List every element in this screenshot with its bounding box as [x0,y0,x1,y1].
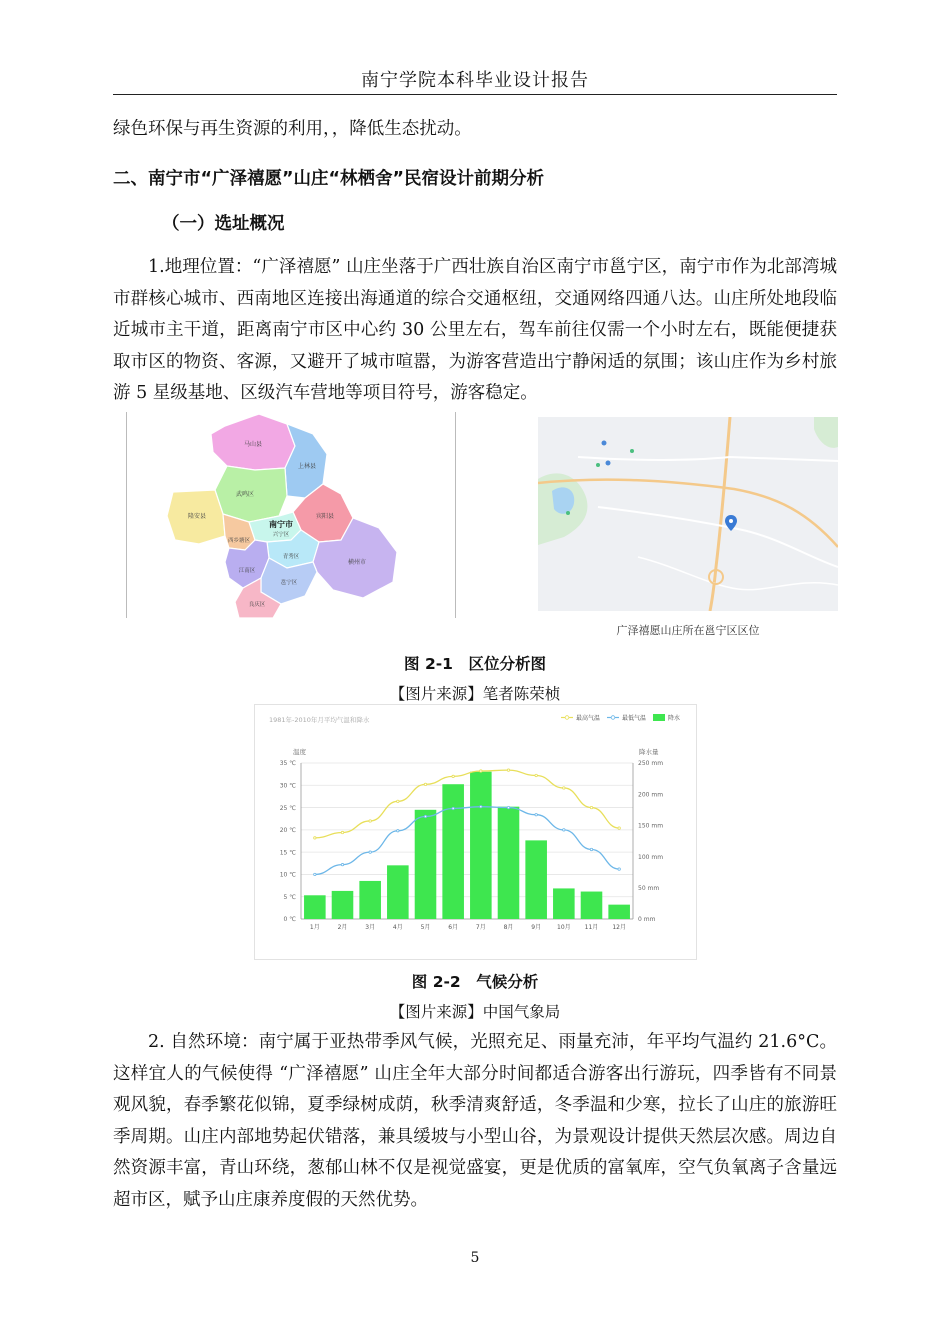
map-poi-4 [630,449,634,453]
intro-line: 绿色环保与再生资源的利用，，降低生态扰动。 [113,119,472,139]
climate-chart [254,704,697,960]
chart-point [480,805,482,807]
chart-bar-precipitation [608,905,630,919]
chart-point [507,769,509,771]
map-label-liangqing: 良庆区 [248,602,266,608]
map-label-hengzhou: 横州市 [347,559,367,566]
chart-bar-precipitation [304,895,326,919]
map-lake [552,487,574,513]
chart-point [341,831,343,833]
page-header-title: 南宁学院本科毕业设计报告 [361,70,589,91]
chart-bar-precipitation [553,888,575,919]
chart-point [563,787,565,789]
chart-point [618,868,620,870]
map-label-wuming: 武鸣区 [235,491,255,498]
chart-xtick: 12月 [612,924,626,931]
map-poi-1 [602,441,607,446]
chart-xtick: 7月 [475,924,486,931]
chart-xtick: 2月 [337,924,348,931]
legend-label: 最高气温 [576,715,601,722]
chart-point [452,807,454,809]
map-label-yongning: 邕宁区 [280,580,298,586]
chart-point [424,783,426,785]
chart-ytick-right: 0 mm [638,916,656,924]
climate-chart-svg [255,705,696,959]
chart-point [480,770,482,772]
chart-point [618,827,620,829]
page-number: 5 [470,1250,480,1266]
chart-xtick: 8月 [503,924,514,931]
section-heading: 二、南宁市“广泽禧愿”山庄“林栖舍”民宿设计前期分析 [113,169,545,189]
map-label-jiangnan: 江南区 [238,568,256,574]
street-map-caption: 广泽禧愿山庄所在邕宁区区位 [616,624,760,637]
chart-ylabel-right: 降水量 [639,748,659,756]
chart-point [369,820,371,822]
chart-xtick: 4月 [392,924,403,931]
chart-point [452,775,454,777]
chart-point [314,837,316,839]
figure-2-1-source: 【图片来源】笔者陈荣桢 [389,685,561,703]
street-map-inset [538,417,838,611]
chart-ytick-right: 200 mm [638,791,664,799]
map-label-mashan: 马山县 [243,441,263,448]
chart-bar-precipitation [581,892,603,919]
chart-ytick-left: 5 ℃ [283,893,296,901]
chart-point [369,851,371,853]
figure-2-2-caption: 图 2-2 气候分析 [411,973,539,991]
chart-bar-precipitation [387,865,409,919]
paragraph-environment: 2. 自然环境：南宁属于亚热带季风气候，光照充足、雨量充沛，年平均气温约 21.6°C。这样宜人的气候使得 “广泽禧愿” 山庄全年大部分时间都适合游客出行游玩，四季皆有不同景观风貌，春季繁花似锦，夏季绿树成荫，秋季清爽舒适，冬季温和少寒，拉长了山庄的旅游旺季周期。山庄内部地势起伏错落，兼具缓坡与小型山谷，为景观设计提供天然层次感。周边自然资源丰富，青山环绕，葱郁山林不仅是视觉盛宴，更是优质的富氧库，空气负氧离子含量远超市区，赋予山庄康养度假的天然优势。 [113,1032,837,1210]
chart-point [341,863,343,865]
chart-point [397,800,399,802]
chart-xtick: 6月 [448,924,459,931]
map-label-shanglin: 上林县 [297,463,317,470]
chart-point [424,815,426,817]
chart-xtick: 1月 [309,924,320,931]
map-poi-3 [596,463,600,467]
chart-point [507,806,509,808]
paragraph-location: 1.地理位置：“广泽禧愿” 山庄坐落于广西壮族自治区南宁市邕宁区，南宁市作为北部湾城市群核心城市、西南地区连接出海通道的综合交通枢纽，交通网络四通八达。山庄所处地段临近城市主干道，距离南宁市区中心约 30 公里左右，驾车前往仅需一个小时左右，既能便捷获取市区的物资、客源，又避开了城市喧嚣，为游客营造出宁静闲适的氛围；该山庄作为乡村旅游 5 星级基地、区级汽车营地等项目符号，游客稳定。 [113,257,837,403]
chart-point [590,806,592,808]
chart-ytick-left: 30 ℃ [279,782,296,790]
chart-ytick-right: 250 mm [638,760,664,768]
map-poi-2 [606,461,611,466]
chart-point [563,829,565,831]
chart-bar-precipitation [498,807,520,919]
chart-ytick-left: 10 ℃ [279,871,296,879]
map-label-nanning: 南宁市 [269,520,293,529]
header-rule [113,94,837,95]
chart-bar-precipitation [415,810,437,919]
chart-title: 1981年-2010年月平均气温和降水 [269,716,370,724]
chart-xtick: 5月 [420,924,431,931]
chart-point [535,814,537,816]
chart-bar-precipitation [525,840,547,919]
chart-ytick-left: 15 ℃ [279,849,296,857]
map-label-xingning: 兴宁区 [272,532,290,538]
chart-ytick-right: 50 mm [638,885,660,892]
chart-point [590,848,592,850]
chart-bar-precipitation [442,784,464,919]
chart-point [535,774,537,776]
chart-bar-precipitation [470,772,492,919]
map-label-binyang: 宾阳县 [315,513,335,520]
chart-point [397,830,399,832]
map-label-longan: 隆安县 [187,513,207,520]
chart-bar-precipitation [359,881,381,919]
legend-swatch-precipitation [653,714,665,721]
figure-2-1-caption: 图 2-1 区位分析图 [404,655,546,673]
figure-2-2-source: 【图片来源】中国气象局 [389,1003,561,1021]
map-poi-5 [566,511,570,515]
chart-point [314,873,316,875]
legend-label: 最低气温 [622,715,647,722]
chart-line-min-temp [315,807,619,875]
chart-ylabel-left: 温度 [293,748,306,756]
chart-ytick-left: 20 ℃ [279,827,296,835]
chart-ytick-left: 35 ℃ [279,760,296,768]
chart-ytick-left: 0 ℃ [283,916,296,924]
chart-ytick-right: 100 mm [638,853,664,861]
subsection-heading: （一）选址概况 [162,214,285,234]
district-map [126,412,456,618]
chart-ytick-left: 25 ℃ [279,804,296,812]
map-label-xixiangtang: 西乡塘区 [227,538,251,544]
chart-xtick: 11月 [584,924,599,931]
chart-xtick: 9月 [531,924,542,931]
chart-xtick: 10月 [557,924,571,931]
map-label-qingxiu: 青秀区 [282,554,300,560]
chart-ytick-right: 150 mm [638,822,664,830]
chart-bar-precipitation [332,891,354,919]
legend-label: 降水 [668,715,681,722]
chart-xtick: 3月 [365,924,376,931]
chart-line-max-temp [315,770,619,838]
